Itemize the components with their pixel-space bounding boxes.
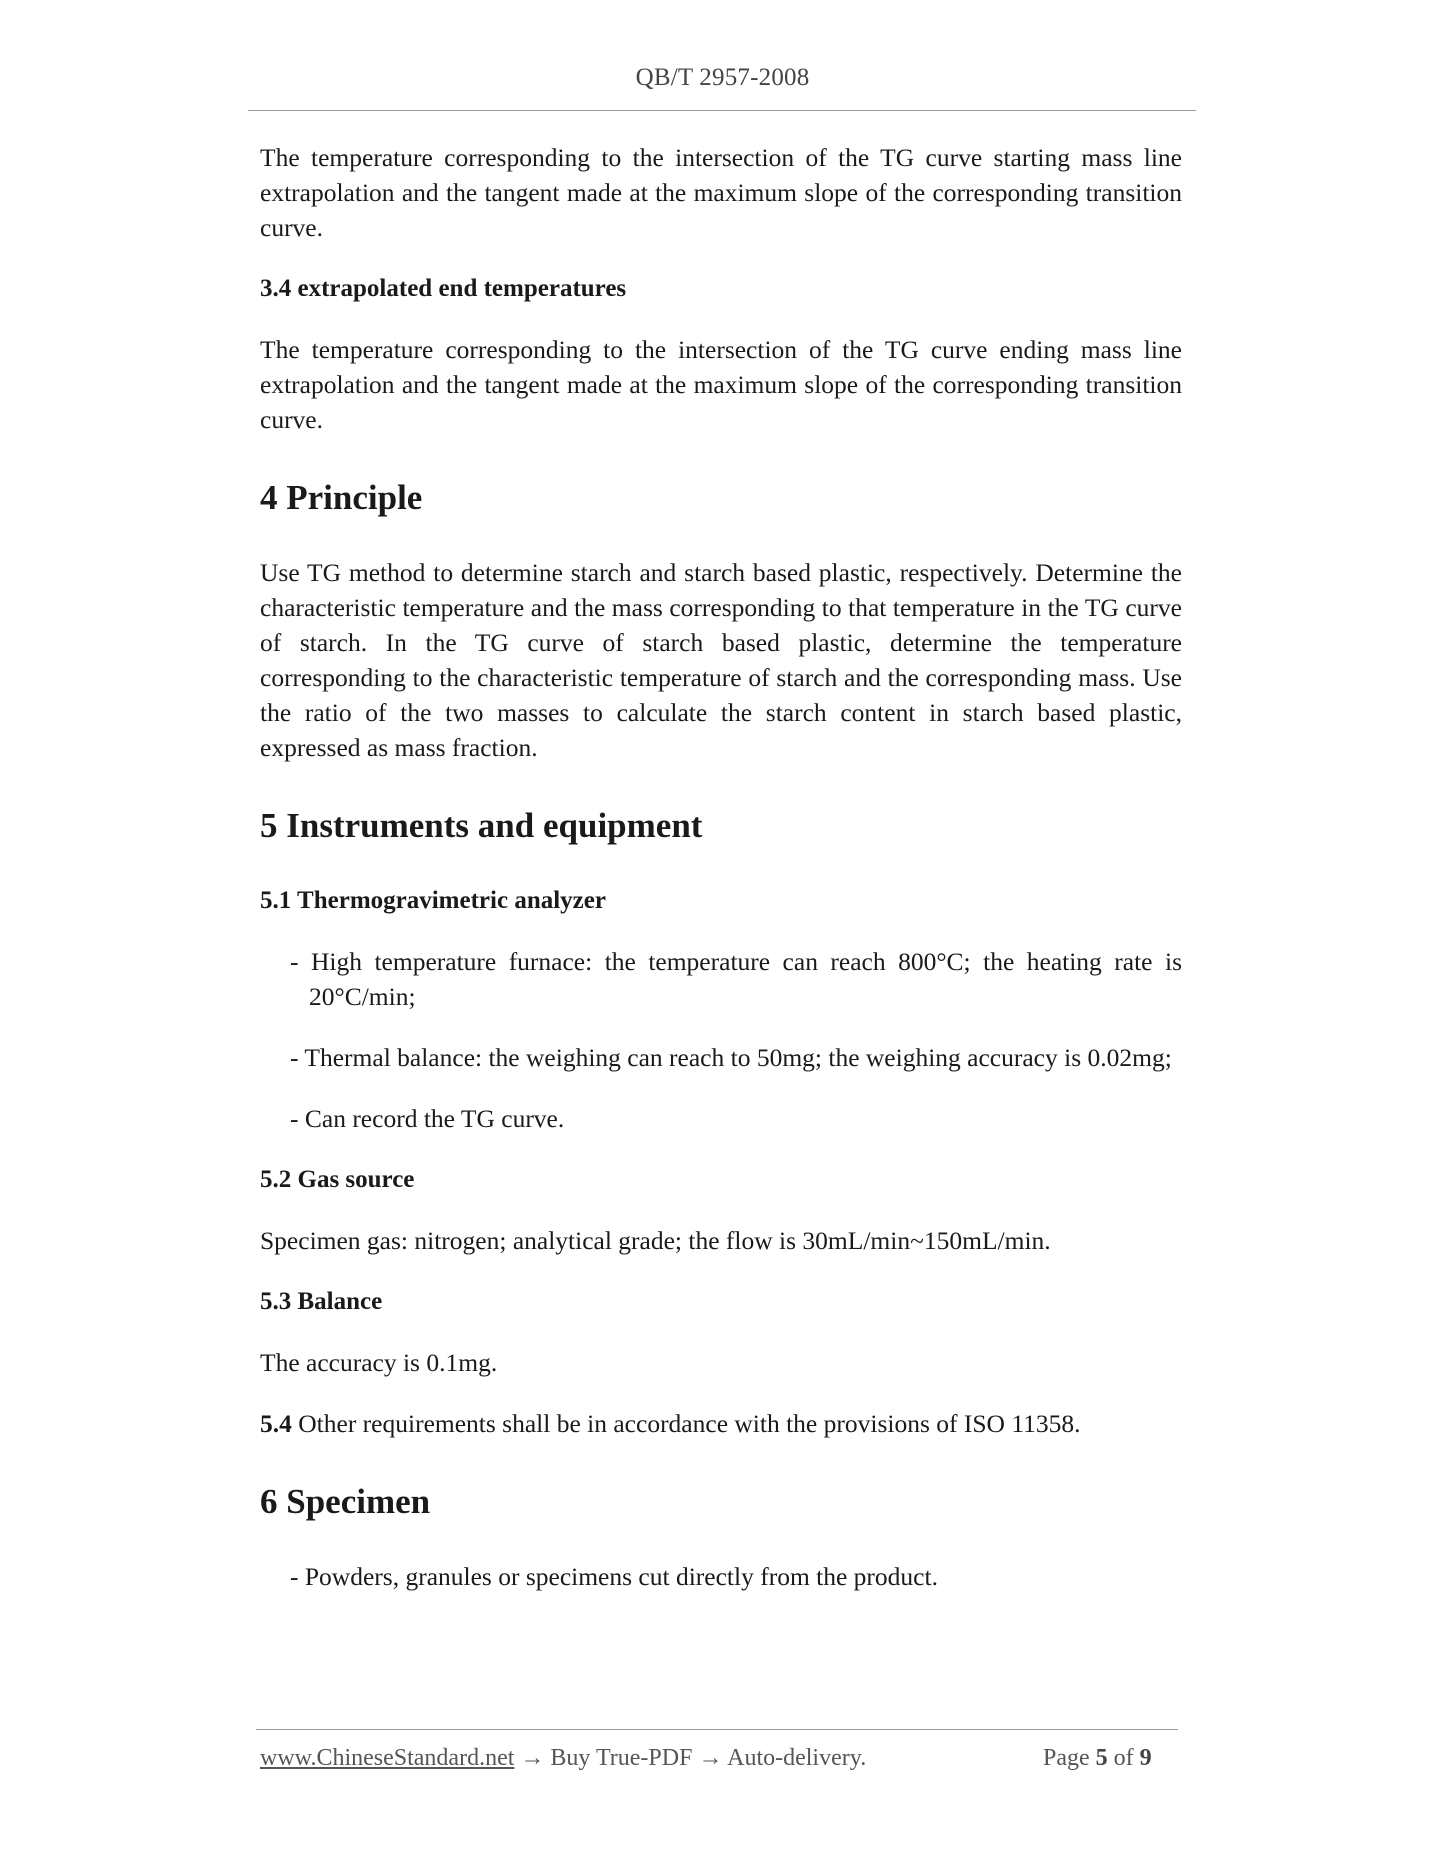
page-word: Page xyxy=(1043,1745,1090,1771)
principle-paragraph: Use TG method to determine starch and starch based plastic, respectively. Determine the characteristic temperature and the mass corresponding to that temperature in the TG curve of starch. In the TG curve of starch based plastic, determine the temperature corresponding to the characteristic temperature of starch and the corresponding mass. Use the ratio of the two masses to calculate the starch content in starch based plastic, expressed as mass fraction. xyxy=(260,558,1182,762)
page-indicator xyxy=(1043,1745,1158,1772)
definition-3-4: The temperature corresponding to the intersection of the TG curve ending mass line extrapolation and the tangent made at the maximum slope of the corresponding transition curve. xyxy=(260,335,1182,434)
page-content xyxy=(260,140,1182,1620)
subheading-3-4: 3.4 extrapolated end temperatures xyxy=(260,275,627,302)
subheading-5-3: 5.3 Balance xyxy=(260,1288,383,1315)
section-heading-5: 5 Instruments and equipment xyxy=(260,806,703,845)
bullet-tg-curve: - Can record the TG curve. xyxy=(290,1104,565,1133)
bullet-thermal-balance: - Thermal balance: the weighing can reach to 50mg; the weighing accuracy is 0.02mg; xyxy=(290,1043,1172,1072)
definition-3-3: The temperature corresponding to the intersection of the TG curve starting mass line extrapolation and the tangent made at the maximum slope of the corresponding transition curve. xyxy=(260,143,1182,242)
header-code: QB/T 2957-2008 xyxy=(635,64,810,91)
header-divider xyxy=(248,110,1196,111)
bullet-furnace: - High temperature furnace: the temperature can reach 800°C; the heating rate is 20°C/min; xyxy=(290,947,1182,1011)
footer-divider xyxy=(256,1729,1178,1730)
section-heading-6: 6 Specimen xyxy=(260,1482,431,1521)
footer-promo-text: → Buy True-PDF → Auto-delivery. xyxy=(514,1745,867,1771)
bullet-specimen: - Powders, granules or specimens cut directly from the product. xyxy=(290,1562,938,1591)
clause-5-4-text: Other requirements shall be in accordance with the provisions of ISO 11358. xyxy=(291,1409,1081,1438)
balance-paragraph: The accuracy is 0.1mg. xyxy=(260,1348,498,1377)
page-total: 9 xyxy=(1139,1745,1152,1771)
page-number: 5 xyxy=(1095,1745,1108,1771)
clause-5-4-number: 5.4 xyxy=(260,1409,292,1438)
footer-promo xyxy=(260,1745,866,1772)
section-heading-4: 4 Principle xyxy=(260,478,423,517)
subheading-5-1: 5.1 Thermogravimetric analyzer xyxy=(260,887,606,914)
site-link[interactable]: www.ChineseStandard.net xyxy=(260,1745,515,1771)
clause-5-4 xyxy=(260,1406,1182,1441)
subheading-5-2: 5.2 Gas source xyxy=(260,1166,415,1193)
of-word: of xyxy=(1113,1745,1134,1771)
gas-source-paragraph: Specimen gas: nitrogen; analytical grade; the flow is 30mL/min~150mL/min. xyxy=(260,1226,1051,1255)
